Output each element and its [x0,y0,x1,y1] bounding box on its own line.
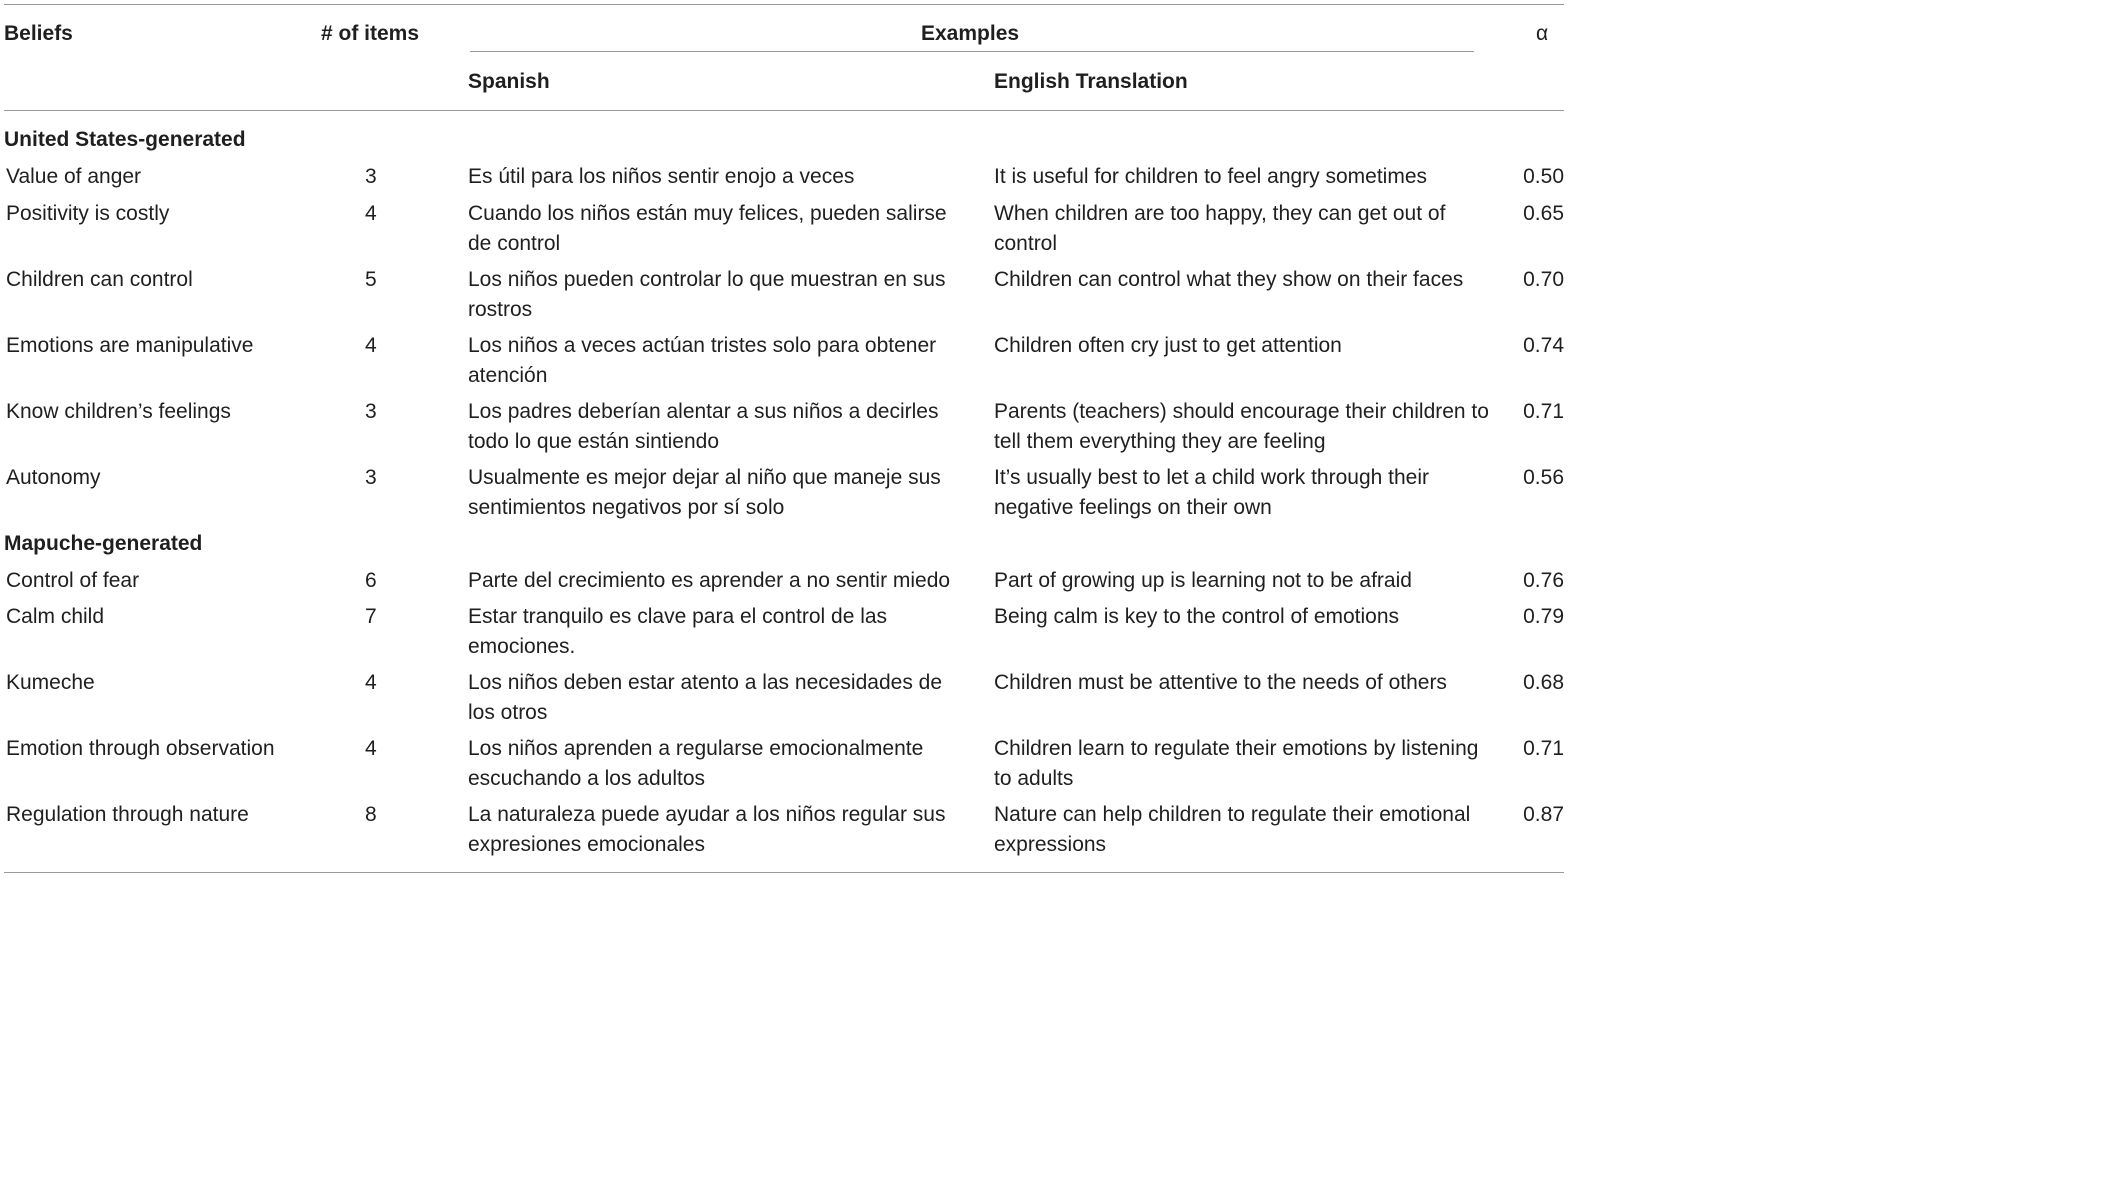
item-count: 5 [365,268,377,291]
alpha-value: 0.79 [1523,605,1564,628]
example-spanish: Estar tranquilo es clave para el control de las emociones. [468,605,888,658]
header-spanish: Spanish [468,70,550,93]
belief-name: Value of anger [6,165,142,188]
belief-name: Know children’s feelings [6,400,231,423]
example-english: Children can control what they show on their faces [994,268,1464,291]
example-english: Part of growing up is learning not to be afraid [994,569,1412,592]
belief-name: Positivity is costly [6,202,170,225]
item-count: 4 [365,671,377,694]
example-english: Children must be attentive to the needs of others [994,671,1447,694]
example-english: Children learn to regulate their emotions by listening to adults [994,737,1479,790]
example-spanish: Los niños deben estar atento a las necesidades de los otros [468,671,943,724]
alpha-value: 0.68 [1523,671,1564,694]
belief-name: Calm child [6,605,105,628]
header-num-items: # of items [321,22,420,45]
alpha-value: 0.76 [1523,569,1564,592]
table-bottom-rule [4,872,1564,873]
example-spanish: La naturaleza puede ayudar a los niños regular sus expresiones emocionales [468,803,946,856]
example-english: It is useful for children to feel angry sometimes [994,165,1428,188]
item-count: 4 [365,334,377,357]
table-header-rule [4,110,1564,111]
example-spanish: Cuando los niños están muy felices, pueden salirse de control [468,202,947,255]
item-count: 6 [365,569,377,592]
alpha-value: 0.71 [1523,400,1564,423]
alpha-value: 0.71 [1523,737,1564,760]
examples-spanner-rule [470,51,1474,52]
alpha-value: 0.65 [1523,202,1564,225]
belief-name: Children can control [6,268,193,291]
table-top-rule [4,4,1564,5]
item-count: 7 [365,605,377,628]
belief-name: Autonomy [6,466,101,489]
example-english: Nature can help children to regulate their emotional expressions [994,803,1471,856]
example-spanish: Parte del crecimiento es aprender a no sentir miedo [468,569,951,592]
example-spanish: Es útil para los niños sentir enojo a veces [468,165,855,188]
example-spanish: Los niños a veces actúan tristes solo para obtener atención [468,334,937,387]
header-english: English Translation [994,70,1188,93]
alpha-value: 0.56 [1523,466,1564,489]
belief-name: Kumeche [6,671,95,694]
example-spanish: Los niños pueden controlar lo que muestran en sus rostros [468,268,946,321]
alpha-value: 0.74 [1523,334,1564,357]
alpha-value: 0.87 [1523,803,1564,826]
alpha-value: 0.50 [1523,165,1564,188]
item-count: 4 [365,202,377,225]
belief-name: Control of fear [6,569,140,592]
example-english: Being calm is key to the control of emotions [994,605,1400,628]
belief-name: Regulation through nature [6,803,249,826]
belief-name: Emotion through observation [6,737,275,760]
header-beliefs: Beliefs [4,22,73,45]
example-english: It’s usually best to let a child work through their negative feelings on their own [994,466,1430,519]
item-count: 8 [365,803,377,826]
group-title-us: United States-generated [4,128,246,151]
belief-name: Emotions are manipulative [6,334,254,357]
item-count: 4 [365,737,377,760]
item-count: 3 [365,466,377,489]
item-count: 3 [365,400,377,423]
group-title-mapuche: Mapuche-generated [4,532,203,555]
alpha-value: 0.70 [1523,268,1564,291]
header-alpha: α [1536,22,1549,45]
example-spanish: Usualmente es mejor dejar al niño que maneje sus sentimientos negativos por sí solo [468,466,941,519]
example-english: Children often cry just to get attention [994,334,1342,357]
example-english: When children are too happy, they can get out of control [994,202,1446,255]
example-english: Parents (teachers) should encourage their children to tell them everything they are feeling [994,400,1489,453]
example-spanish: Los niños aprenden a regularse emocionalmente escuchando a los adultos [468,737,924,790]
header-examples: Examples [921,22,1020,45]
item-count: 3 [365,165,377,188]
example-spanish: Los padres deberían alentar a sus niños a decirles todo lo que están sintiendo [468,400,939,453]
